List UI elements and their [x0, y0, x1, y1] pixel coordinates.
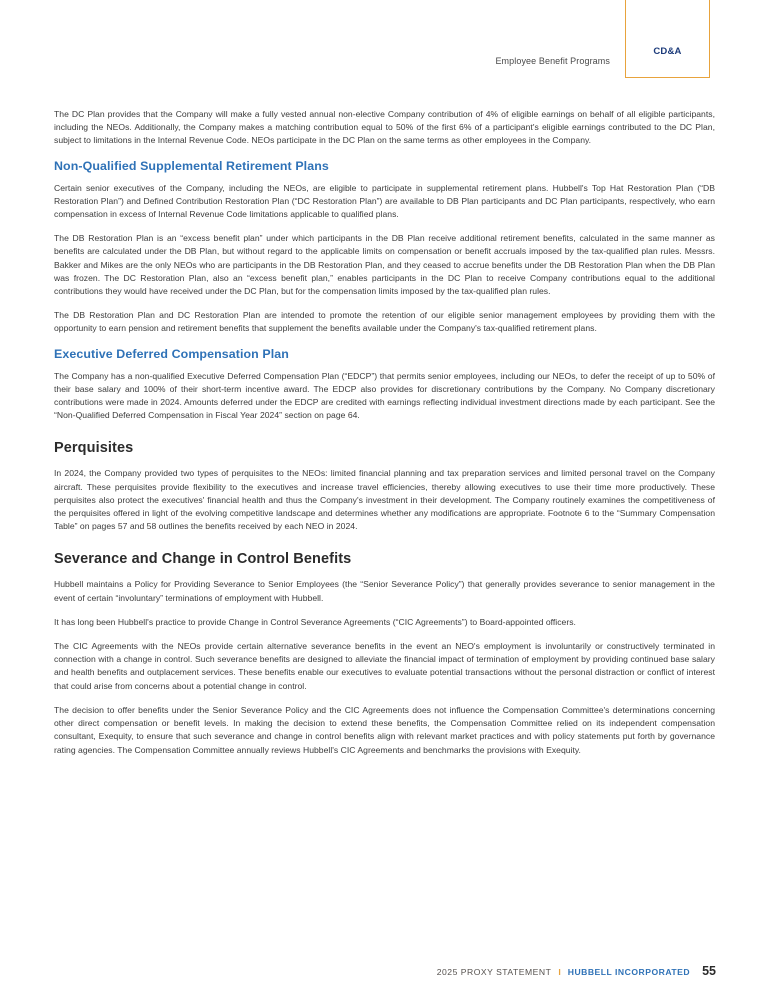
footer-company-name: HUBBELL INCORPORATED	[567, 967, 691, 977]
heading-executive-deferred-compensation-plan: Executive Deferred Compensation Plan	[54, 346, 289, 361]
page-footer	[437, 964, 716, 978]
running-head: Employee Benefit Programs	[495, 56, 610, 66]
section-tab-cda	[625, 0, 710, 78]
paragraph-non-qualified-1: Certain senior executives of the Company, including the NEOs, are eligible to participate in supplemental retirement plans. Hubbell's Top Hat Restoration Plan (“DB Restoration Plan”) and Defined Contribution Restoration Plan (“DC Restoration Plan”) are available to DB Plan participants and DC Plan participants, respectively, who earn compensation in excess of Internal Revenue Code limitations applicable to qualified plans.	[54, 182, 715, 220]
paragraph-non-qualified-3: The DB Restoration Plan and DC Restoration Plan are intended to promote the retention of our eligible senior management employees by providing them with the opportunity to earn pension and retirement benefits that supplement the benefits available under the Company's tax-qualified retirement plans.	[54, 310, 715, 334]
page-content	[54, 108, 715, 768]
footer-proxy-statement: 2025 PROXY STATEMENT	[436, 967, 552, 977]
paragraph-severance-1: Hubbell maintains a Policy for Providing Severance to Senior Employees (the “Senior Severance Policy”) that generally provides severance to senior management in the event of certain “involuntary” terminations of employment with Hubbell.	[54, 579, 715, 603]
paragraph-severance-3: The CIC Agreements with the NEOs provide certain alternative severance benefits in the event an NEO's employment is involuntarily or constructively terminated in connection with a change in control. Such severance benefits are designed to alleviate the financial impact of termination of employment by providing continued base salary and health benefits and outplacement services. These benefits enable our executives to evaluate potential transactions without the personal distraction or conflict of interest that could arise from concerns about a potential change in control.	[54, 641, 715, 691]
paragraph-dc-plan: The DC Plan provides that the Company will make a fully vested annual non-elective Company contribution of 4% of eligible earnings on behalf of all eligible participants, including the NEOs. Additionally, the Company makes a matching contribution equal to 50% of the first 6% of a participant's eligible earnings contributed to the DC Plan, subject to limitations in the Internal Revenue Code. NEOs participate in the DC Plan on the same terms as other employees in the Company.	[54, 109, 715, 146]
paragraph-edcp-1: The Company has a non-qualified Executive Deferred Compensation Plan (“EDCP”) that permits senior employees, including our NEOs, to defer the receipt of up to 50% of their base salary and 100% of their short-term incentive award. The EDCP also provides for discretionary contributions by the Company. No Company discretionary contributions were made in 2024. Amounts deferred under the EDCP are credited with earnings reflecting individual investment directions made by each participant. See the “Non-Qualified Deferred Compensation in Fiscal Year 2024” section on page 64.	[54, 370, 715, 421]
heading-non-qualified-supplemental-retirement-plans: Non-Qualified Supplemental Retirement Plans	[54, 158, 329, 173]
paragraph-non-qualified-2: The DB Restoration Plan is an “excess benefit plan” under which participants in the DB Plan receive additional retirement benefits, calculated in the same manner as benefits are calculated under the DB Plan, but without regard to the applicable limits on compensation or benefit accruals imposed by the tax-qualified plan rules. Messrs. Bakker and Mikes are the only NEOs who are participants in the DB Restoration Plan, and they ceased to accrue benefits under the DB Restoration Plan when the DB Plan was frozen. The DC Restoration Plan, also an “excess benefit plan,” enables participants in the DC Plan to receive Company contributions equal to the additional contributions they would have received under the DC Plan, but for the compensation limits imposed by the tax-qualified plan rules.	[54, 233, 715, 297]
section-tab-label: CD&A	[653, 46, 682, 57]
paragraph-perquisites-1: In 2024, the Company provided two types of perquisites to the NEOs: limited financial planning and tax preparation services and limited personal travel on the Company aircraft. These perquisites provide flexibility to the executives and increase travel efficiencies, thereby allowing executives to use their time more productively. These perquisites also protect the executives' financial health and thus the Company's investment in their development. The Company routinely examines the competitiveness of the perquisites offered in light of the evolving competitive landscape and determines whether any modifications are appropriate. Footnote 6 to the “Summary Compensation Table” on pages 57 and 58 outlines the benefits received by each NEO in 2024.	[54, 468, 715, 532]
paragraph-severance-4: The decision to offer benefits under the Senior Severance Policy and the CIC Agreements does not influence the Compensation Committee's determinations concerning other direct compensation or benefit levels. In making the decision to extend these benefits, the Compensation Committee relied on its independent compensation consultant, Exequity, to ensure that such severance and change in control benefits align with relevant market practices and with policy statements put forth by governance rating agencies. The Compensation Committee annually reviews Hubbell's CIC Agreements and benchmarks the provisions with Exequity.	[54, 704, 715, 755]
footer-separator: I	[558, 967, 561, 977]
heading-perquisites: Perquisites	[54, 440, 134, 457]
footer-page-number: 55	[702, 964, 716, 978]
heading-severance-and-change-in-control-benefits: Severance and Change in Control Benefits	[54, 551, 352, 568]
paragraph-severance-2: It has long been Hubbell's practice to provide Change in Control Severance Agreements (“CIC Agreements”) to Board-appointed officers.	[54, 616, 576, 627]
